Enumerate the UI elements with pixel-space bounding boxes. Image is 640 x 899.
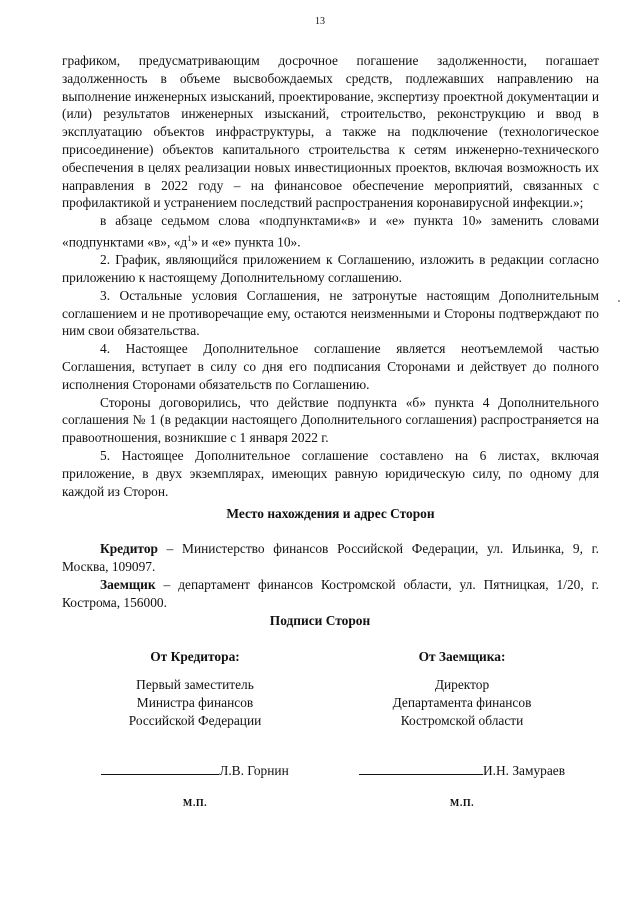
borrower-label: Заемщик [100, 576, 156, 592]
borrower-signature-line [352, 762, 572, 780]
document-body [62, 52, 599, 611]
borrower-position-line-1: Директор [434, 677, 490, 692]
creditor-label: Кредитор [100, 541, 158, 557]
paragraph-item-4: 4. Настоящее Дополнительное соглашение является неотъемлемой частью Соглашения, вступает в силу со дня его подписания Сторонами и действует до полного исполнения Сторонами обязательств по Соглашению. [62, 341, 599, 392]
borrower-text: – департамент финансов Костромской области, ул. Пятницкая, 1/20, г. Кострома, 156000. [62, 576, 599, 610]
borrower-position-line-2: Департамента финансов [392, 695, 532, 710]
paragraph-amendment [62, 212, 599, 251]
paragraph-continuation: графиком, предусматривающим досрочное погашение задолженности, погашает задолженность в объеме высвобождаемых средств, подлежавших направлению на выполнение инженерных изысканий, проектирование, экспертизу проектной документации и (или) результатов инженерных изысканий, строительство, реконструкцию и ввод в эксплуатацию объектов инфраструктуры, а также на подключение (технологическое присоединение) объектов капитального строительства к сетям инженерно-технического обеспечения в целях реализации новых инвестиционных проектов, включая возможность их направления в 2022 году – на финансовое обеспечение мероприятий, связанных с профилактикой и устранением последствий распространения коронавирусной инфекции.»; [62, 53, 599, 211]
creditor-text: – Министерство финансов Российской Федерации, ул. Ильинка, 9, г. Москва, 109097. [62, 541, 599, 574]
borrower-stamp-place: М.П. [449, 798, 475, 809]
amendment-text-end: » и «е» пункта 10». [191, 234, 301, 250]
borrower-party-label: От Заемщика: [418, 649, 506, 664]
creditor-signatory-position [90, 676, 300, 730]
signatures-heading: Подписи Сторон [269, 613, 371, 628]
creditor-position-line-1: Первый заместитель [136, 677, 254, 692]
creditor-address [62, 540, 599, 576]
amendment-text-start: в абзаце седьмом слова «подпунктами«в» и «е» пункта 10» заменить словами «подпунктами «в», «д [62, 213, 599, 250]
creditor-signature-blank [101, 762, 219, 775]
signatures-section [0, 612, 640, 809]
creditor-signature-line [90, 762, 300, 780]
paragraph-agreement: Стороны договорились, что действие подпункта «б» пункта 4 Дополнительного соглашения № 1 (в редакции настоящего Дополнительного соглашения) распространяется на правоотношения, возникшие с 1 января 2022 г. [62, 394, 599, 446]
borrower-position-line-3: Костромской области [400, 713, 524, 728]
creditor-position-line-2: Министра финансов [136, 695, 254, 710]
borrower-signatory-name: И.Н. Замураев [482, 763, 566, 778]
paragraph-item-3: 3. Остальные условия Соглашения, не затронутые настоящим Дополнительным соглашением и не противоречащие ему, остаются неизменными и Стороны подтверждают по ним свои обязательства. [62, 287, 599, 339]
paragraph-item-2: 2. График, являющийся приложением к Соглашению, изложить в редакции согласно приложению к настоящему Дополнительному соглашению. [62, 252, 599, 286]
paragraph-item-5: 5. Настоящее Дополнительное соглашение составлено на 6 листах, включая приложение, в двух экземплярах, имеющих равную юридическую силу, по одному для каждой из Сторон. [62, 448, 599, 499]
borrower-signatory-position [352, 676, 572, 730]
page-number: 13 [315, 16, 325, 27]
creditor-signatory-name: Л.В. Горнин [219, 763, 289, 778]
scan-speck [618, 300, 620, 302]
creditor-party-label: От Кредитора: [150, 649, 240, 664]
superscript-one: 1 [187, 233, 192, 243]
creditor-stamp-place: М.П. [182, 798, 208, 809]
creditor-position-line-3: Российской Федерации [128, 713, 262, 728]
borrower-signature-blank [359, 762, 483, 775]
borrower-address [62, 576, 599, 612]
addresses-heading: Место нахождения и адрес Сторон [226, 506, 435, 522]
